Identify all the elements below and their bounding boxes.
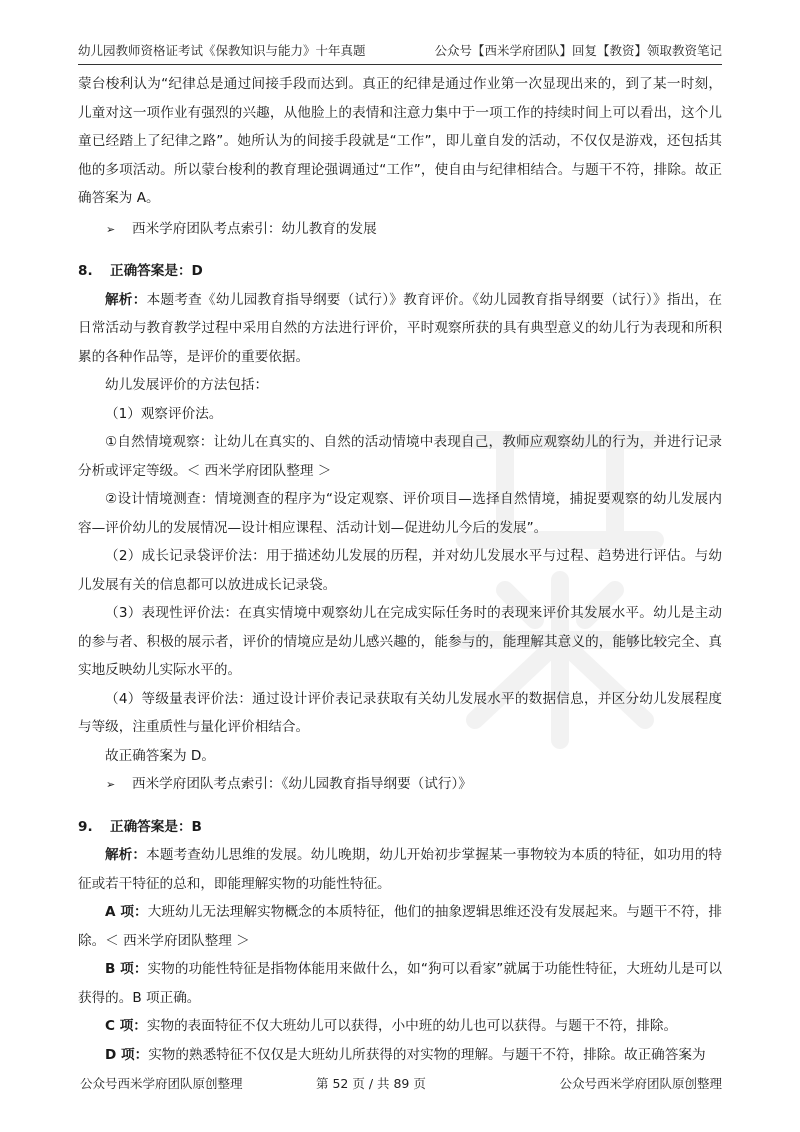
arrow-icon: ➢ [106,778,116,791]
page-content [78,70,722,1069]
index-note: ➢ 西米学府团队考点索引：幼儿教育的发展 [78,215,722,245]
method-portfolio: （2）成长记录袋评价法：用于描述幼儿发展的历程，并对幼儿发展水平与过程、趋势进行评估。与幼儿发展有关的信息都可以放进成长记录袋。 [78,548,722,593]
header-promo: 公众号【西米学府团队】回复【教资】领取教资笔记 [434,43,722,58]
method-performance: （3）表现性评价法：在真实情境中观察幼儿在完成实际任务时的表现来评价其发展水平。幼儿是主动的参与者、积极的展示者，评价的情境应是幼儿感兴趣的，能参与的，能理解其意义的，能够比较完全、真实地反映幼儿实际水平的。 [78,605,722,678]
index-note-8: ➢ 西米学府团队考点索引：《幼儿园教育指导纲要（试行）》 [78,770,722,800]
page-header [78,38,722,65]
method-observation-designed: ②设计情境测查：情境测查的程序为“设定观察、评价项目—选择自然情境，捕捉要观察的幼儿发展内容—评价幼儿的发展情况—设计相应课程、活动计划—促进幼儿今后的发展”。 [78,491,722,536]
option-b: B 项：实物的功能性特征是指物体能用来做什么，如“狗可以看家”就属于功能性特征，大班幼儿是可以获得的。B 项正确。 [78,961,722,1006]
page-footer [80,1074,722,1094]
method-observation-natural: ①自然情境观察：让幼儿在真实的、自然的活动情境中表现自己，教师应观察幼儿的行为，并进行记录分析或评定等级。＜ 西米学府团队整理 ＞ [78,434,722,479]
method-rating-scale: （4）等级量表评价法：通过设计评价表记录获取有关幼儿发展水平的数据信息，并区分幼儿发展程度与等级，注重质性与量化评价相结合。 [78,690,722,735]
paragraph-montessori: 蒙台梭利认为“纪律总是通过间接手段而达到。真正的纪律是通过作业第一次显现出来的，到了某一时刻，儿童对这一项作业有强烈的兴趣，从他脸上的表情和注意力集中于一项工作的持续时间上可以看出，这个儿童已经踏上了纪律之路”。她所认为的间接手段就是“工作”，即儿童自发的活动，不仅仅是游戏，还包括其他的多项活动。所以蒙台梭利的教育理论强调通过“工作”，使自由与纪律相结合。与题干不符，排除。故正确答案为 A。 [78,76,722,206]
question-8-analysis: 解析：本题考查《幼儿园教育指导纲要（试行）》教育评价。《幼儿园教育指导纲要（试行）》指出，在日常活动与教育教学过程中采用自然的方法进行评价，平时观察所获的具有典型意义的幼儿行为表现和所积累的各种作品等，是评价的重要依据。 [78,291,722,365]
question-9-heading: 9. 正确答案是：B [78,818,202,835]
answer-8: 故正确答案为 D。 [105,747,215,764]
option-c: C 项：实物的表面特征不仅大班幼儿可以获得，小中班的幼儿也可以获得。与题干不符，排除。 [105,1018,678,1034]
method-observation: （1）观察评价法。 [105,405,223,422]
option-a: A 项：大班幼儿无法理解实物概念的本质特征，他们的抽象逻辑思维还没有发展起来。与题干不符，排除。＜ 西米学府团队整理 ＞ [78,904,722,949]
methods-intro: 幼儿发展评价的方法包括： [105,377,269,393]
page-number: 第 52 页 / 共 89 页 [316,1076,426,1091]
arrow-icon: ➢ [106,222,116,236]
question-8-heading: 8. 正确答案是：D [78,263,203,279]
footer-left: 公众号西米学府团队原创整理 [80,1076,243,1091]
question-9-analysis: 解析：本题考查幼儿思维的发展。幼儿晚期，幼儿开始初步掌握某一事物较为本质的特征，如功用的特征或若干特征的总和，即能理解实物的功能性特征。 [78,847,723,892]
header-title: 幼儿园教师资格证考试《保教知识与能力》十年真题 [78,43,366,58]
footer-right: 公众号西米学府团队原创整理 [559,1076,722,1091]
option-d: D 项：实物的熟悉特征不仅仅是大班幼儿所获得的对实物的理解。与题干不符，排除。故正确答案为 [105,1046,706,1063]
